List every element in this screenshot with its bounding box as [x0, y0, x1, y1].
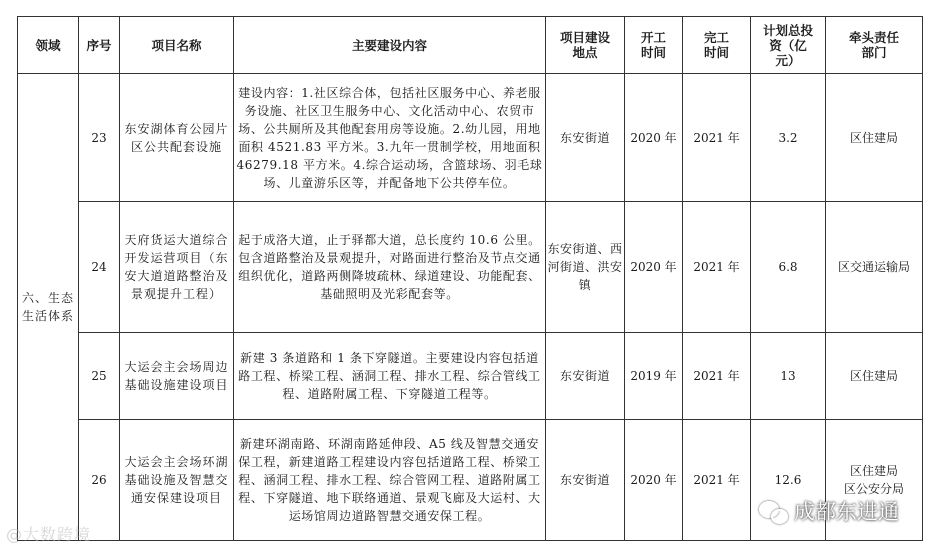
header-start-text: 开工时间 [640, 30, 666, 60]
table-row [18, 333, 923, 420]
investment-cell: 3.2 [751, 74, 826, 202]
content-cell: 建设内容：1.社区综合体，包括社区服务中心、养老服务设施、社区卫生服务中心、文化活动中心、农贸市场、公共厕所及其他配套用房等设施。2.幼儿园，用地面积 4521.83 平方米。3.九年一贯制学校，用地面积 46279.18 平方米。4.综合运动场，含篮球场、羽毛球场、儿童游乐区等，并配备地下公共停车位。 [234, 74, 546, 202]
location-cell: 东安街道、西河街道、洪安镇 [546, 202, 625, 333]
location-cell: 东安街道 [546, 420, 625, 541]
start-cell: 2020 年 [625, 420, 683, 541]
end-cell: 2021 年 [683, 420, 751, 541]
table-row [18, 74, 923, 202]
name-cell: 大运会主会场周边基础设施建设项目 [120, 333, 234, 420]
header-domain: 领域 [18, 17, 79, 74]
header-investment-text: 计划总投资（亿元） [762, 22, 813, 68]
wechat-icon [758, 499, 788, 523]
header-investment [751, 17, 826, 74]
dept-cell: 区交通运输局 [826, 202, 923, 333]
investment-cell: 6.8 [751, 202, 826, 333]
name-cell: 大运会主会场环湖基础设施及智慧交通安保建设项目 [120, 420, 234, 541]
watermark-right-text: 成都东进通 [794, 500, 899, 524]
project-table [17, 16, 923, 541]
investment-cell: 13 [751, 333, 826, 420]
header-content: 主要建设内容 [234, 17, 546, 74]
name-cell: 天府货运大道综合开发运营项目（东安大道道路整治及景观提升工程） [120, 202, 234, 333]
header-end [683, 17, 751, 74]
seq-cell: 23 [79, 74, 120, 202]
start-cell: 2019 年 [625, 333, 683, 420]
investment-cell: 12.6 [751, 420, 826, 541]
header-seq: 序号 [79, 17, 120, 74]
header-location [546, 17, 625, 74]
content-cell: 起于成洛大道，止于驿都大道，总长度约 10.6 公里。包含道路整治及景观提升，对路面进行整治及节点交通组织优化，道路两侧降坡疏林、绿道建设、功能配套、基础照明及光彩配套等。 [234, 202, 546, 333]
start-cell: 2020 年 [625, 74, 683, 202]
seq-cell: 26 [79, 420, 120, 541]
header-row [18, 17, 923, 74]
dept-cell: 区住建局 [826, 333, 923, 420]
location-cell: 东安街道 [546, 74, 625, 202]
dept-cell: 区住建局 [826, 74, 923, 202]
header-location-text: 项目建设地点 [559, 30, 610, 60]
header-start [625, 17, 683, 74]
watermark-left: @大数跨境 [6, 525, 92, 544]
seq-cell: 24 [79, 202, 120, 333]
end-cell: 2021 年 [683, 333, 751, 420]
header-dept [826, 17, 923, 74]
end-cell: 2021 年 [683, 74, 751, 202]
content-cell: 新建 3 条道路和 1 条下穿隧道。主要建设内容包括道路工程、桥梁工程、涵洞工程、排水工程、综合管线工程、道路附属工程、下穿隧道工程等。 [234, 333, 546, 420]
watermark-right [758, 496, 899, 526]
table-row [18, 202, 923, 333]
header-name: 项目名称 [120, 17, 234, 74]
header-dept-text: 牵头责任部门 [848, 30, 899, 60]
seq-cell: 25 [79, 333, 120, 420]
domain-cell: 六、生态生活体系 [18, 74, 79, 541]
dept-cell: 区住建局 区公安分局 [826, 420, 923, 541]
content-cell: 新建环湖南路、环湖南路延伸段、A5 线及智慧交通安保工程，新建道路工程建设内容包括道路工程、桥梁工程、涵洞工程、排水工程、综合管网工程、道路附属工程、下穿隧道、地下联络通道、景观飞廊及大运村、大运场馆周边道路智慧交通安保工程。 [234, 420, 546, 541]
header-end-text: 完工时间 [703, 30, 729, 60]
start-cell: 2020 年 [625, 202, 683, 333]
location-cell: 东安街道 [546, 333, 625, 420]
name-cell: 东安湖体育公园片区公共配套设施 [120, 74, 234, 202]
end-cell: 2021 年 [683, 202, 751, 333]
